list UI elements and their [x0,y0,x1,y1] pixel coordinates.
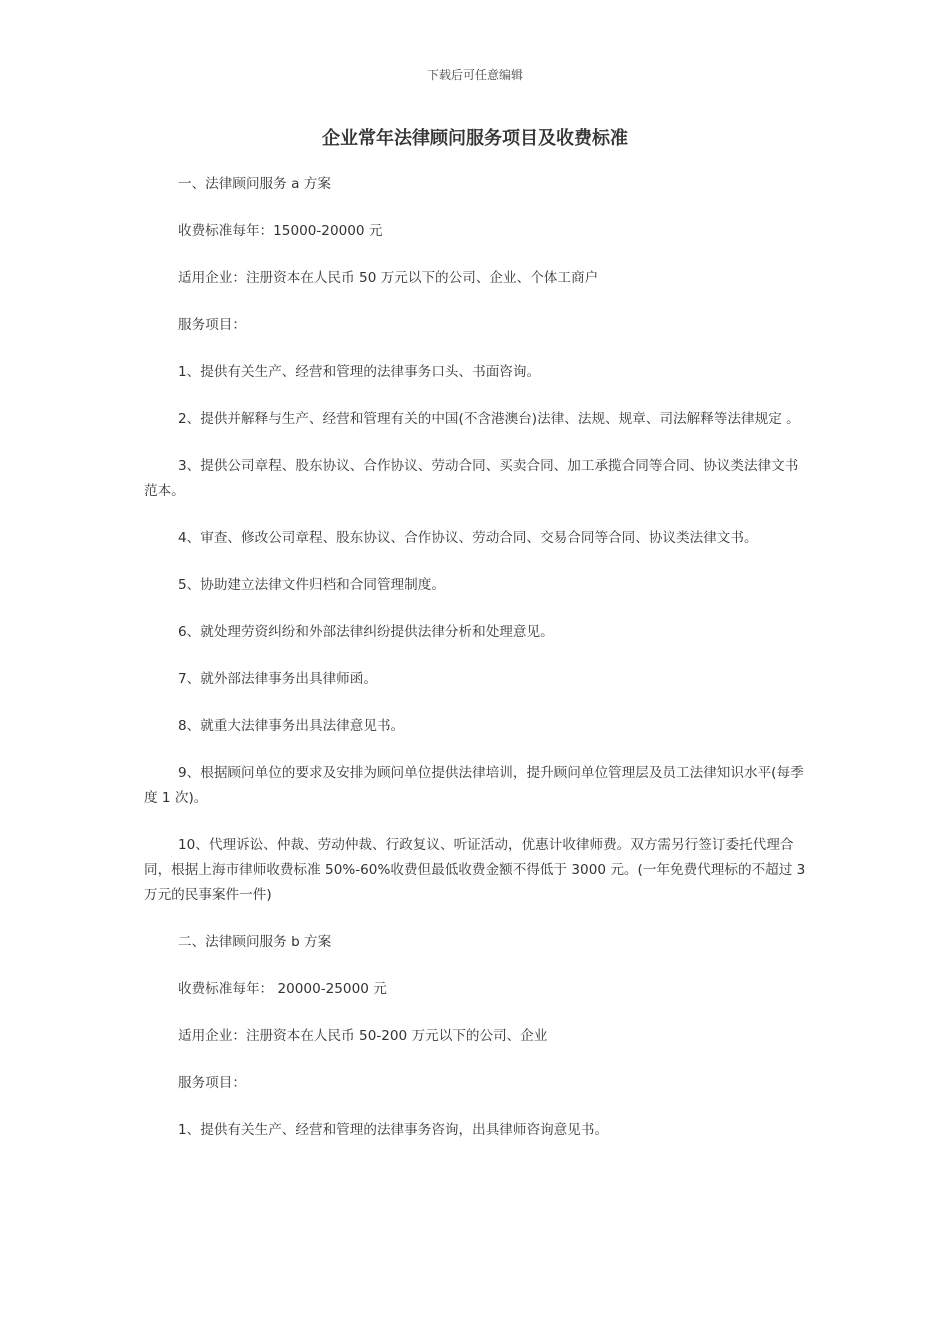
fee-standard-a: 收费标准每年：15000-20000 元 [178,223,383,239]
service-item-a-1: 1、提供有关生产、经营和管理的法律事务口头、书面咨询。 [178,364,541,380]
header-note: 下载后可任意编辑 [426,68,523,82]
service-item-a-7: 7、就外部法律事务出具律师函。 [178,671,377,687]
applicable-enterprise-b: 适用企业：注册资本在人民币 50-200 万元以下的公司、企业 [178,1028,548,1044]
service-items-label-a: 服务项目： [178,317,246,333]
service-items-label-b: 服务项目： [178,1075,246,1091]
service-item-a-10: 10、代理诉讼、仲裁、劳动仲裁、行政复议、听证活动，优惠计收律师费。双方需另行签订委托代理合同，根据上海市律师收费标准 50%-60%收费但最低收费金额不得低于 3000 元。(一年免费代理标的不超过 3 万元的民事案件一件) [144,837,806,903]
service-item-a-3: 3、提供公司章程、股东协议、合作协议、劳动合同、买卖合同、加工承揽合同等合同、协议类法律文书范本。 [144,458,799,499]
service-item-a-5: 5、协助建立法律文件归档和合同管理制度。 [178,577,445,593]
section-heading-b: 二、法律顾问服务 b 方案 [178,934,332,950]
document-title: 企业常年法律顾问服务项目及收费标准 [322,128,628,149]
document-body [144,172,806,1165]
section-heading-a: 一、法律顾问服务 a 方案 [178,176,331,192]
service-item-a-8: 8、就重大法律事务出具法律意见书。 [178,718,405,734]
service-item-b-1: 1、提供有关生产、经营和管理的法律事务咨询，出具律师咨询意见书。 [178,1122,609,1138]
service-item-a-6: 6、就处理劳资纠纷和外部法律纠纷提供法律分析和处理意见。 [178,624,554,640]
fee-standard-b: 收费标准每年： 20000-25000 元 [178,981,387,997]
service-item-a-9: 9、根据顾问单位的要求及安排为顾问单位提供法律培训，提升顾问单位管理层及员工法律知识水平(每季度 1 次)。 [144,765,804,806]
service-item-a-4: 4、审查、修改公司章程、股东协议、合作协议、劳动合同、交易合同等合同、协议类法律文书。 [178,530,758,546]
service-item-a-2: 2、提供并解释与生产、经营和管理有关的中国(不含港澳台)法律、法规、规章、司法解释等法律规定 。 [178,411,800,427]
applicable-enterprise-a: 适用企业：注册资本在人民币 50 万元以下的公司、企业、个体工商户 [178,270,599,286]
